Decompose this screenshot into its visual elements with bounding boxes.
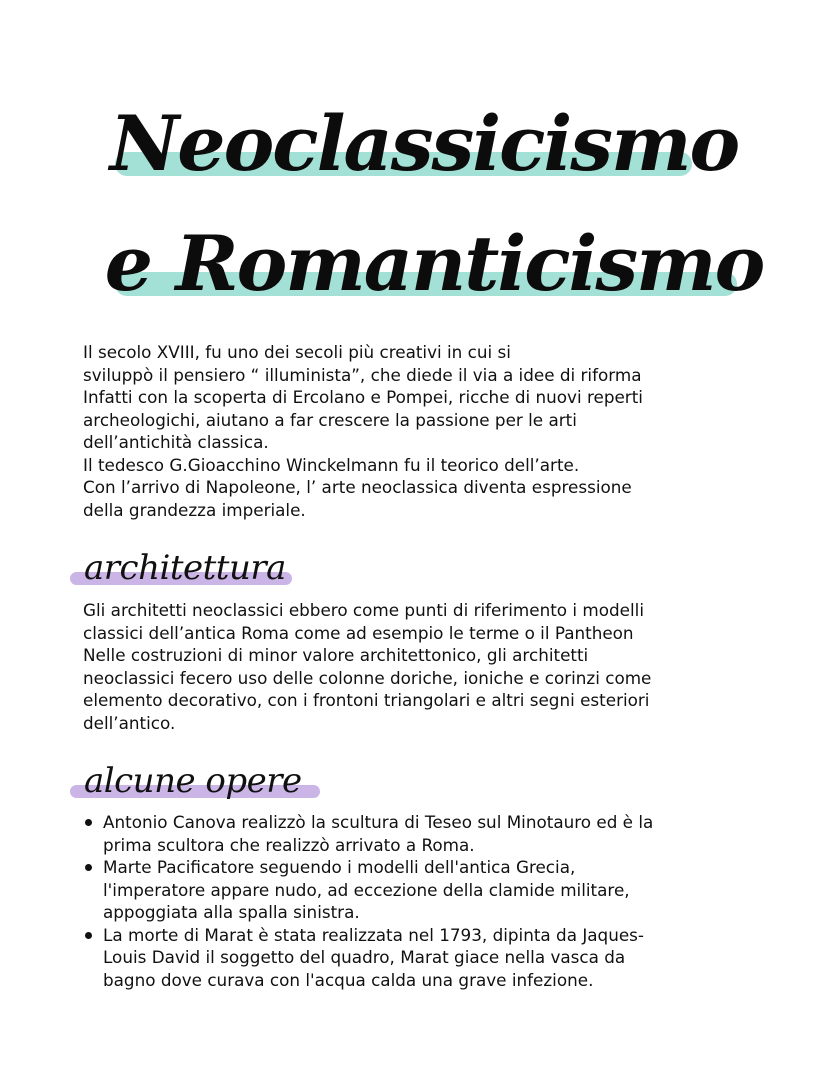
list-item [83, 924, 763, 992]
intro-line: Con l’arrivo di Napoleone, l’ arte neoclassica diventa espressione [83, 477, 632, 497]
heading-text: alcune opere [84, 761, 302, 801]
architettura-line: neoclassici fecero uso delle colonne doriche, ioniche e corinzi come [83, 667, 652, 688]
bullet-icon [85, 819, 92, 826]
list-item [83, 811, 763, 856]
intro-line: Il secolo XVIII, fu uno dei secoli più creativi in cui si [83, 342, 511, 362]
intro-line: sviluppò il pensiero “ illuminista”, che diede il via a idee di riforma [83, 364, 642, 385]
architettura-line: dell’antico. [83, 712, 176, 733]
heading-text: architettura [84, 548, 286, 588]
intro-line: dell’antichità classica. [83, 432, 269, 452]
list-item-line: La morte di Marat è stata realizzata nel 1793, dipinta da Jaques- [103, 924, 644, 945]
page-title-line-1: Neoclassicismo [109, 99, 739, 188]
intro-line: della grandezza imperiale. [83, 499, 306, 520]
list-item-line: Louis David il soggetto del quadro, Marat giace nella vasca da [103, 947, 626, 967]
list-item-line: Antonio Canova realizzò la scultura di Teseo sul Minotauro ed è la [103, 812, 654, 832]
works-list [83, 811, 763, 991]
architettura-line: Gli architetti neoclassici ebbero come punti di riferimento i modelli [83, 600, 644, 620]
list-item-line: appoggiata alla spalla sinistra. [103, 902, 360, 922]
list-item [83, 856, 763, 924]
title-line-2 [0, 220, 828, 340]
title-line-1 [0, 100, 828, 220]
page-title-line-2: e Romanticismo [104, 219, 764, 308]
section-heading-alcune-opere [70, 761, 330, 805]
intro-line: archeologichi, aiutano a far crescere la passione per le arti [83, 409, 577, 430]
architettura-line: Nelle costruzioni di minor valore architettonico, gli architetti [83, 645, 589, 665]
list-item-line: prima scultora che realizzò arrivato a Roma. [103, 834, 475, 855]
bullet-icon [85, 864, 92, 871]
intro-line: Il tedesco G.Gioacchino Winckelmann fu il teorico dell’arte. [83, 454, 580, 475]
architettura-line: elemento decorativo, con i frontoni triangolari e altri segni esteriori [83, 690, 650, 710]
section-heading-architettura [70, 548, 300, 592]
architettura-line: classici dell’antica Roma come ad esempio le terme o il Pantheon [83, 622, 634, 643]
list-item-line: Marte Pacificatore seguendo i modelli dell'antica Grecia, [103, 857, 576, 877]
intro-paragraph [83, 341, 753, 521]
bullet-icon [85, 932, 92, 939]
list-item-line: bagno dove curava con l'acqua calda una grave infezione. [103, 969, 594, 990]
list-item-line: l'imperatore appare nudo, ad eccezione della clamide militare, [103, 879, 630, 900]
architettura-paragraph [83, 599, 753, 734]
intro-line: Infatti con la scoperta di Ercolano e Pompei, ricche di nuovi reperti [83, 387, 643, 407]
